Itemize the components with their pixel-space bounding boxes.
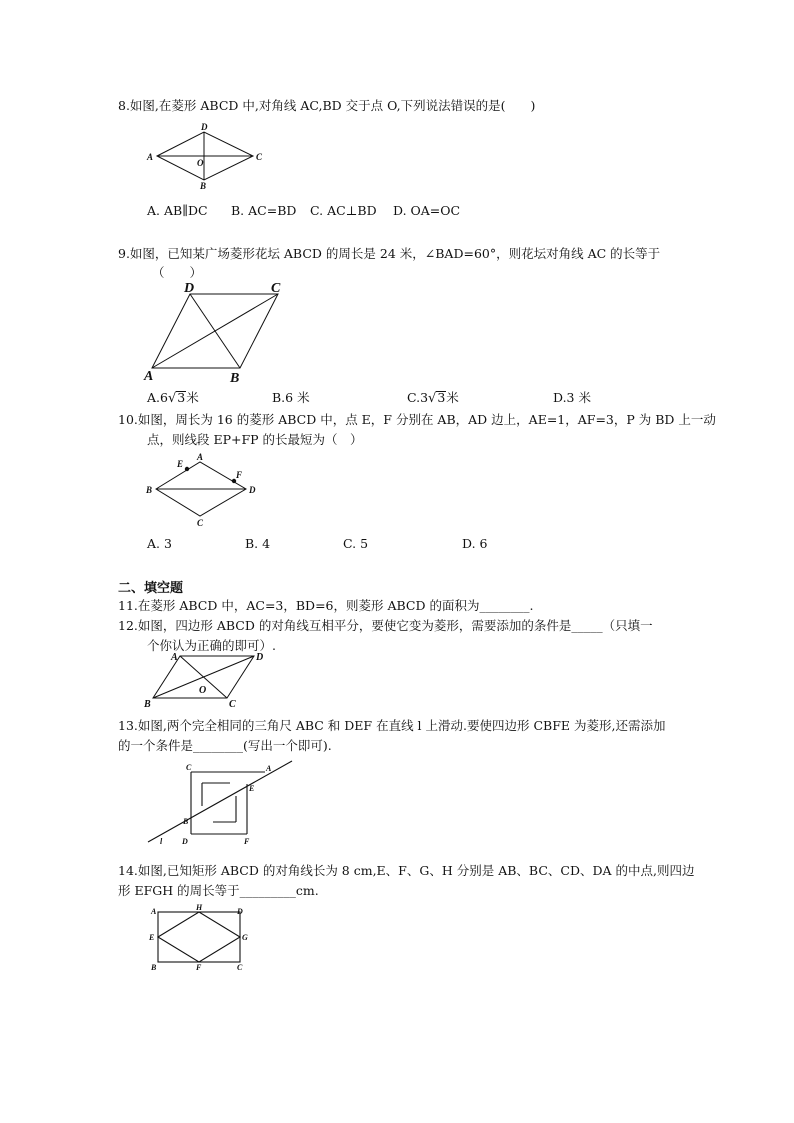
q8-text: 8.如图,在菱形 ABCD 中,对角线 AC,BD 交于点 O,下列说法错误的是( ) <box>118 98 536 113</box>
radical-sign-icon: √ <box>428 391 437 406</box>
radical-sign-icon: √ <box>167 391 177 406</box>
q13-text-line1: 13.如图,两个完全相同的三角尺 ABC 和 DEF 在直线 l 上滑动.要使四边形 CBFE 为菱形,还需添加 <box>118 718 666 733</box>
q8-label-c: C <box>256 152 263 162</box>
q10-point-e <box>185 467 189 471</box>
q8-label-o: O <box>197 158 204 168</box>
q14-text-line2: 形 EFGH 的周长等于_________cm. <box>118 883 319 898</box>
q14-label-g: G <box>242 933 248 942</box>
q13-label-c: C <box>186 763 192 772</box>
q9-option-c-prefix: C.3 <box>407 390 429 405</box>
q9-label-d: D <box>184 281 195 296</box>
q9-option-b: B.6 米 <box>272 390 310 405</box>
q12-text-line1: 12.如图，四边形 ABCD 的对角线互相平分，要使它变为菱形，需要添加的条件是_____（只填一 <box>118 618 653 633</box>
q9-option-a <box>147 388 199 406</box>
q14-label-e: E <box>149 933 155 942</box>
q9-option-d: D.3 米 <box>553 390 591 405</box>
q13-label-b: B <box>183 817 189 826</box>
q8-label-d: D <box>201 122 208 132</box>
q10-rhombus-figure <box>142 450 267 530</box>
q8-label-b: B <box>200 181 207 191</box>
q13-label-a: A <box>266 764 272 773</box>
q14-label-a: A <box>151 907 157 916</box>
q9-option-c-unit: 米 <box>446 390 459 405</box>
q10-option-d: D. 6 <box>462 536 488 551</box>
q10-option-c: C. 5 <box>343 536 369 551</box>
q14-label-b: B <box>151 963 157 972</box>
q9-label-b: B <box>230 371 240 386</box>
q8-option-a: A. AB∥DC <box>147 203 208 218</box>
q14-text-line1: 14.如图,已知矩形 ABCD 的对角线长为 8 cm,E、F、G、H 分别是 AB、BC、CD、DA 的中点,则四边 <box>118 863 695 878</box>
q13-text-line2: 的一个条件是________(写出一个即可). <box>118 738 332 753</box>
q13-label-e: E <box>249 784 255 793</box>
q9-option-c-radicand: 3 <box>437 390 446 405</box>
q12-label-o: O <box>199 685 207 696</box>
q10-label-e: E <box>177 459 184 469</box>
q9-option-a-unit: 米 <box>186 390 199 405</box>
q12-label-c: C <box>229 699 236 710</box>
q12-parallelogram-figure <box>140 648 270 710</box>
q14-label-c: C <box>237 963 243 972</box>
section-2-title: 二、填空题 <box>118 581 184 596</box>
q8-option-c: C. AC⊥BD <box>310 203 377 218</box>
q9-option-c <box>407 388 459 406</box>
q13-label-l: l <box>160 837 163 846</box>
q10-label-d: D <box>249 485 256 495</box>
q12-label-b: B <box>144 699 151 710</box>
q9-text-line2: （ ） <box>152 265 203 280</box>
q8-option-b: B. AC=BD <box>231 203 297 218</box>
q14-label-h: H <box>196 903 203 912</box>
q13-set-squares-figure <box>140 756 300 848</box>
q9-rhombus-figure <box>140 280 290 386</box>
q9-option-a-prefix: A.6 <box>147 390 168 405</box>
q9-text-line1: 9.如图，已知某广场菱形花坛 ABCD 的周长是 24 米，∠BAD=60°，则花坛对角线 AC 的长等于 <box>118 246 661 261</box>
q8-label-a: A <box>147 152 154 162</box>
q10-option-b: B. 4 <box>245 536 271 551</box>
q14-label-d: D <box>237 907 243 916</box>
q10-label-f: F <box>236 470 243 480</box>
q10-option-a: A. 3 <box>147 536 172 551</box>
q11-text: 11.在菱形 ABCD 中，AC=3，BD=6，则菱形 ABCD 的面积为________. <box>118 598 534 613</box>
q9-label-a: A <box>144 369 154 384</box>
q12-text-line2: 个你认为正确的即可）. <box>147 638 276 653</box>
q10-text-line2: 点，则线段 EP+FP 的长最短为（ ） <box>147 432 363 447</box>
q10-label-a: A <box>197 452 204 462</box>
q10-text-line1: 10.如图，周长为 16 的菱形 ABCD 中，点 E，F 分别在 AB，AD 边上，AE=1，AF=3，P 为 BD 上一动 <box>118 412 716 427</box>
q9-option-a-radicand: 3 <box>177 390 186 405</box>
q12-label-d: D <box>256 652 264 663</box>
q13-label-f: F <box>244 837 250 846</box>
q8-rhombus-figure <box>145 120 270 192</box>
q12-label-a: A <box>171 652 178 663</box>
q10-label-b: B <box>146 485 153 495</box>
q8-option-d: D. OA=OC <box>393 203 461 218</box>
q14-rectangle-figure <box>145 903 255 973</box>
q10-label-c: C <box>197 518 204 528</box>
q14-label-f: F <box>196 963 202 972</box>
q9-label-c: C <box>271 281 281 296</box>
q13-label-d: D <box>182 837 188 846</box>
